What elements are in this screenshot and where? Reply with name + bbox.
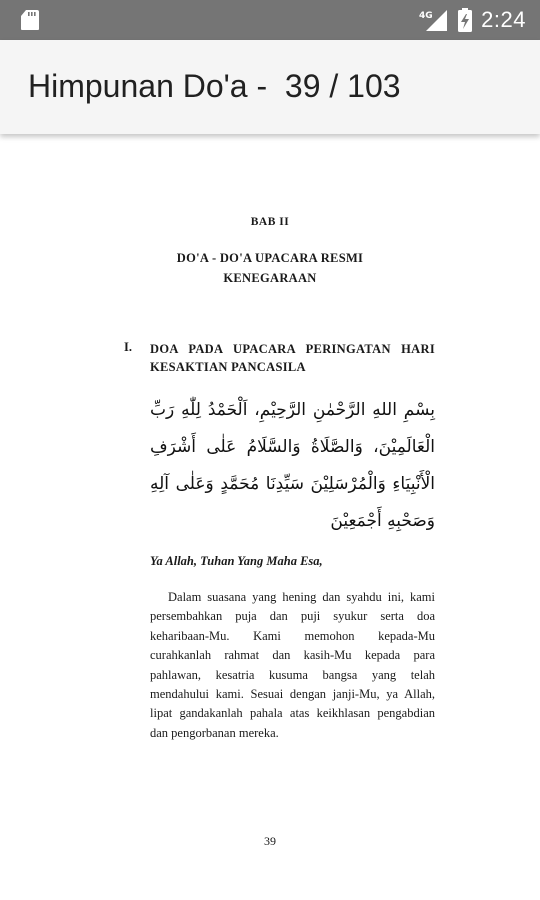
sd-card-icon xyxy=(20,9,40,31)
status-icons xyxy=(417,0,526,40)
signal-icon xyxy=(417,7,449,33)
status-bar xyxy=(0,0,540,40)
app-title: Himpunan Do'a - 39 / 103 xyxy=(28,68,401,104)
network-type-label: 4G xyxy=(419,11,433,21)
invocation-text: Ya Allah, Tuhan Yang Maha Esa, xyxy=(150,554,323,568)
chapter-heading xyxy=(140,248,400,288)
section-number: I. xyxy=(124,340,132,354)
chapter-heading-line2: KENEGARAAN xyxy=(223,271,317,285)
prayer-paragraph: Dalam suasana yang hening dan syahdu ini, kami persembahkan puja dan puji syukur serta doa keharibaan-Mu. Kami memohon kepada-Mu curahkanlah rahmat dan kasih-Mu kepada para pahlawan, kesatria kusuma bangsa yang telah mendahului kami. Sesuai dengan janji-Mu, ya Allah, lipat gandakanlah pahala atas keikhlasan pengabdian dan pengorbanan mereka. xyxy=(150,590,435,740)
app-bar xyxy=(0,40,540,134)
chapter-label: BAB II xyxy=(250,216,290,228)
section-title: DOA PADA UPACARA PERINGATAN HARI KESAKTIAN PANCASILA xyxy=(150,342,435,374)
chapter-heading-line1: DO'A - DO'A UPACARA RESMI xyxy=(176,251,364,265)
document-page[interactable] xyxy=(0,134,540,900)
arabic-prayer-text: بِسْمِ اللهِ الرَّحْمٰنِ الرَّحِيْمِ، اَلْحَمْدُ لِلّٰهِ رَبِّ الْعَالَمِيْنَ، وَالصَّلَاةُ وَالسَّلَامُ عَلٰى أَشْرَفِ الْأَنْبِيَاءِ وَالْمُرْسَلِيْنَ سَيِّدِنَا مُحَمَّدٍ وَعَلٰى آلِهِ وَصَحْبِهِ أَجْمَعِيْنَ xyxy=(150,400,435,531)
battery-charging-icon xyxy=(457,7,473,33)
status-time: 2:24 xyxy=(481,7,526,32)
page-number: 39 xyxy=(264,834,276,848)
document-content xyxy=(0,134,540,900)
